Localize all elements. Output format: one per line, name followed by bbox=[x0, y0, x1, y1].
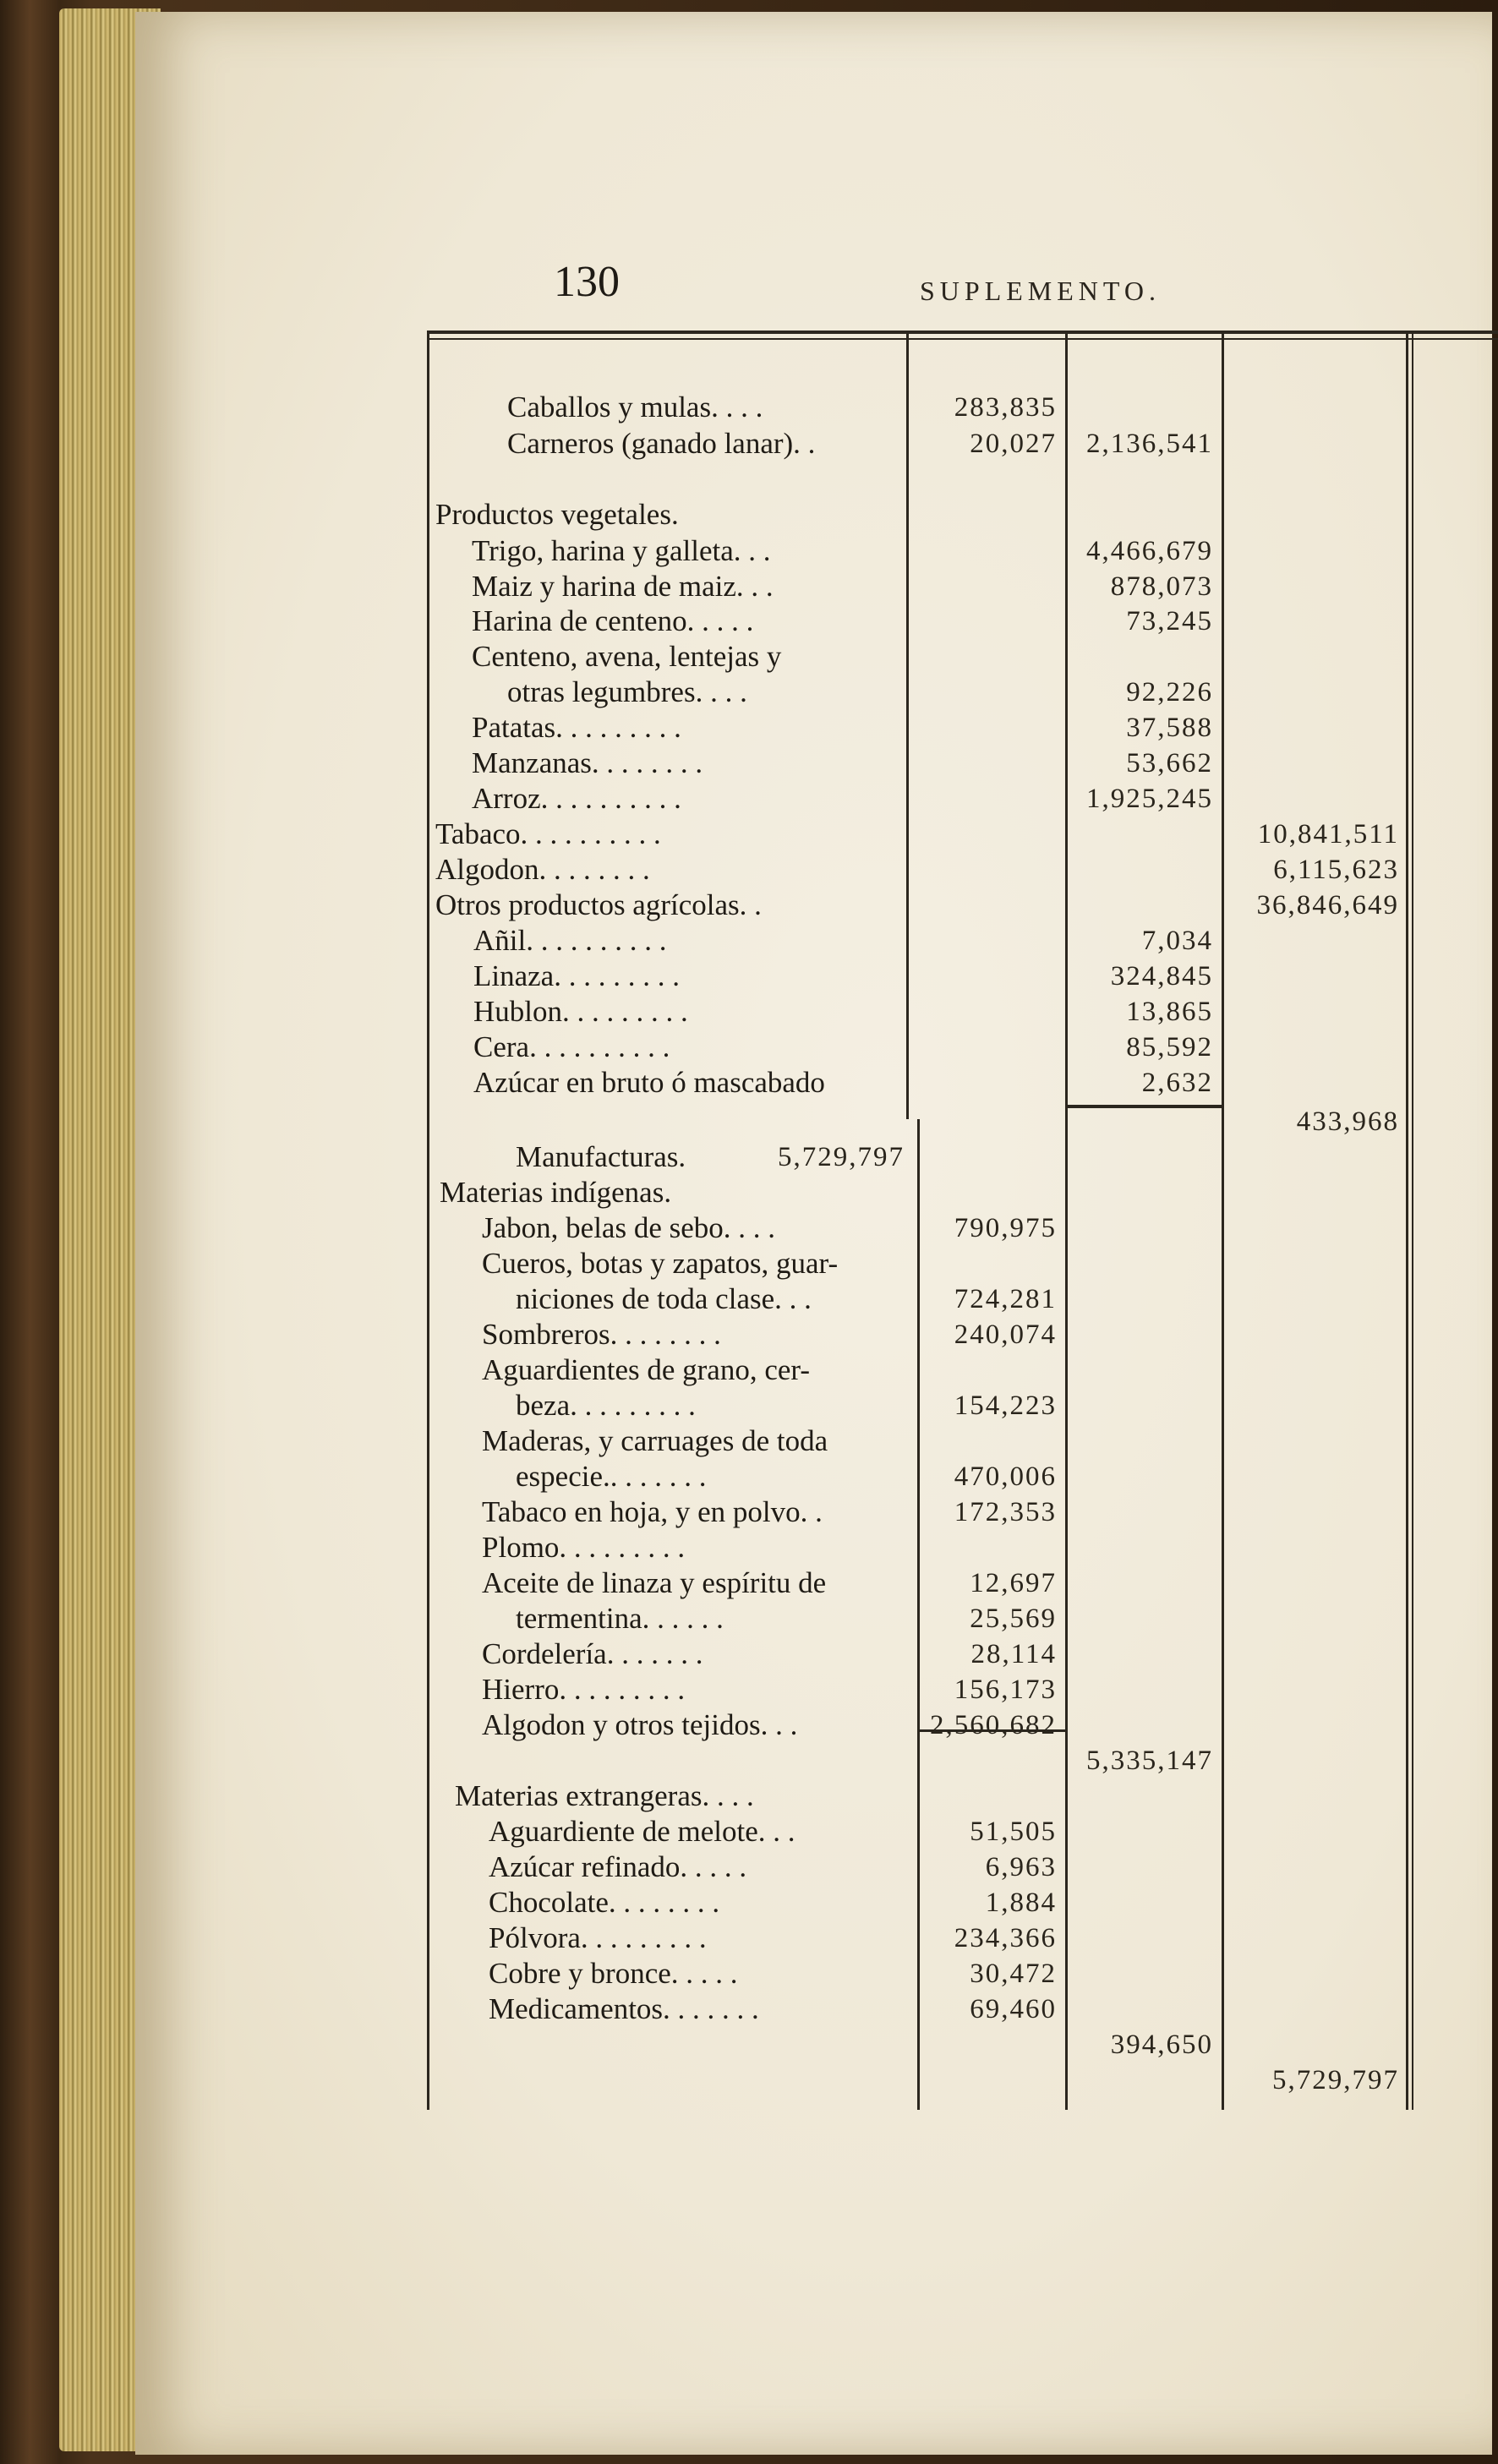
table-top-rule bbox=[427, 331, 1498, 334]
value-tabaco: 10,841,511 bbox=[1257, 819, 1399, 850]
row-aguardientes: Aguardientes de grano, cer- bbox=[482, 1353, 811, 1386]
row-termentina: termentina. . . . . . bbox=[516, 1602, 724, 1635]
value-chocolate: 1,884 bbox=[985, 1888, 1057, 1918]
row-aguardiente-melote: Aguardiente de melote. . . bbox=[489, 1815, 795, 1848]
heading-indigenas: Materias indígenas. bbox=[440, 1176, 672, 1209]
book-page bbox=[135, 12, 1492, 2455]
value-patatas: 37,588 bbox=[1126, 713, 1213, 743]
page-number: 130 bbox=[554, 258, 620, 306]
value-caballos: 283,835 bbox=[954, 392, 1057, 423]
row-polvora: Pólvora. . . . . . . . . bbox=[489, 1921, 707, 1954]
row-beza: beza. . . . . . . . . bbox=[516, 1389, 696, 1422]
row-cordeleria: Cordelería. . . . . . . bbox=[482, 1637, 703, 1670]
value-manzanas: 53,662 bbox=[1126, 748, 1213, 779]
row-patatas: Patatas. . . . . . . . . bbox=[472, 711, 681, 744]
value-cueros: 724,281 bbox=[954, 1284, 1057, 1314]
manufacturas-value: 5,729,797 bbox=[778, 1142, 905, 1172]
col1-rule-lower bbox=[917, 1119, 920, 2110]
row-arroz: Arroz. . . . . . . . . . bbox=[472, 782, 681, 815]
value-extranjeras-total: 394,650 bbox=[1110, 2030, 1213, 2060]
value-hierro: 156,173 bbox=[954, 1675, 1057, 1705]
row-centeno: Centeno, avena, lentejas y bbox=[472, 640, 782, 673]
row-especie: especie.. . . . . . . bbox=[516, 1460, 707, 1493]
row-hublon: Hublon. . . . . . . . . bbox=[473, 995, 688, 1028]
row-manzanas: Manzanas. . . . . . . . bbox=[472, 746, 703, 779]
row-cobre: Cobre y bronce. . . . . bbox=[489, 1957, 738, 1990]
row-cera: Cera. . . . . . . . . . bbox=[473, 1030, 670, 1063]
value-aceite: 12,697 bbox=[970, 1568, 1057, 1598]
row-algodon: Algodon. . . . . . . . bbox=[435, 853, 650, 886]
value-centeno-harina: 73,245 bbox=[1126, 606, 1213, 636]
row-linaza: Linaza. . . . . . . . . bbox=[473, 959, 680, 992]
row-caballos: Caballos y mulas. . . . bbox=[507, 391, 763, 423]
value-jabon: 790,975 bbox=[954, 1213, 1057, 1243]
value-aguardiente-melote: 51,505 bbox=[970, 1817, 1057, 1847]
row-hierro: Hierro. . . . . . . . . bbox=[482, 1673, 686, 1706]
value-maiz: 878,073 bbox=[1110, 571, 1213, 602]
value-azucar-refinado: 6,963 bbox=[985, 1852, 1057, 1882]
row-medicamentos: Medicamentos. . . . . . . bbox=[489, 1992, 759, 2025]
value-azucar-bruto: 2,632 bbox=[1141, 1068, 1213, 1098]
value-algodon: 6,115,623 bbox=[1273, 855, 1399, 885]
heading-vegetales: Productos vegetales. bbox=[435, 498, 679, 531]
row-algodon-tejidos: Algodon y otros tejidos. . . bbox=[482, 1708, 798, 1741]
row-niciones: niciones de toda clase. . . bbox=[516, 1282, 812, 1315]
row-azucar-refinado: Azúcar refinado. . . . . bbox=[489, 1850, 747, 1883]
running-head: SUPLEMENTO. bbox=[920, 276, 1161, 306]
value-hublon: 13,865 bbox=[1126, 997, 1213, 1027]
table-left-rule bbox=[427, 331, 429, 2110]
manufacturas-label: Manufacturas. bbox=[516, 1140, 686, 1173]
heading-extranjeras: Materias extrangeras. . . . bbox=[455, 1779, 754, 1812]
value-termentina: 25,569 bbox=[970, 1604, 1057, 1634]
table-top-rule-2 bbox=[427, 338, 1498, 340]
value-otros-total: 433,968 bbox=[1296, 1106, 1399, 1137]
value-algodon-tejidos: 2,560,682 bbox=[930, 1710, 1057, 1740]
value-trigo: 4,466,679 bbox=[1086, 536, 1213, 566]
row-sombreros: Sombreros. . . . . . . . bbox=[482, 1318, 721, 1351]
value-linaza: 324,845 bbox=[1110, 961, 1213, 992]
value-grand-total: 5,729,797 bbox=[1272, 2065, 1399, 2095]
col3-rule bbox=[1222, 333, 1224, 2110]
table-right-rule bbox=[1406, 333, 1408, 2110]
row-maiz: Maiz y harina de maiz. . . bbox=[472, 570, 774, 603]
row-centeno-harina: Harina de centeno. . . . . bbox=[472, 604, 754, 637]
value-arroz: 1,925,245 bbox=[1086, 784, 1213, 814]
row-azucar-bruto: Azúcar en bruto ó mascabado bbox=[473, 1066, 825, 1099]
row-tabaco: Tabaco. . . . . . . . . . bbox=[435, 817, 661, 850]
value-indigenas-total: 5,335,147 bbox=[1086, 1746, 1213, 1776]
value-otros-productos: 36,846,649 bbox=[1256, 890, 1399, 921]
value-polvora: 234,366 bbox=[954, 1923, 1057, 1953]
value-legumbres: 92,226 bbox=[1126, 677, 1213, 708]
col1-rule-upper bbox=[906, 333, 909, 1119]
row-chocolate: Chocolate. . . . . . . . bbox=[489, 1886, 720, 1919]
row-maderas: Maderas, y carruages de toda bbox=[482, 1424, 828, 1457]
row-anil: Añil. . . . . . . . . . bbox=[473, 924, 667, 957]
otros-sum-rule bbox=[1065, 1105, 1222, 1108]
value-tabaco-hoja: 172,353 bbox=[954, 1497, 1057, 1527]
row-otros-productos: Otros productos agrícolas. . bbox=[435, 888, 762, 921]
value-cera: 85,592 bbox=[1126, 1032, 1213, 1063]
row-carneros: Carneros (ganado lanar). . bbox=[507, 427, 816, 460]
row-tabaco-hoja: Tabaco en hoja, y en polvo. . bbox=[482, 1495, 823, 1528]
row-cueros: Cueros, botas y zapatos, guar- bbox=[482, 1247, 839, 1280]
row-plomo: Plomo. . . . . . . . . bbox=[482, 1531, 686, 1564]
table-right-rule-2 bbox=[1412, 333, 1413, 2110]
row-legumbres: otras legumbres. . . . bbox=[507, 675, 747, 708]
value-cordeleria: 28,114 bbox=[970, 1639, 1057, 1669]
value-anil: 7,034 bbox=[1141, 926, 1213, 956]
row-trigo: Trigo, harina y galleta. . . bbox=[472, 534, 771, 567]
value-aguardientes: 154,223 bbox=[954, 1390, 1057, 1421]
value-medicamentos: 69,460 bbox=[970, 1994, 1057, 2024]
row-aceite: Aceite de linaza y espíritu de bbox=[482, 1566, 827, 1599]
row-jabon: Jabon, belas de sebo. . . . bbox=[482, 1211, 776, 1244]
value-sombreros: 240,074 bbox=[954, 1319, 1057, 1350]
value-carneros-c1: 20,027 bbox=[970, 429, 1057, 459]
value-cobre: 30,472 bbox=[970, 1959, 1057, 1989]
value-carneros-c2: 2,136,541 bbox=[1086, 429, 1213, 459]
value-maderas: 470,006 bbox=[954, 1461, 1057, 1492]
